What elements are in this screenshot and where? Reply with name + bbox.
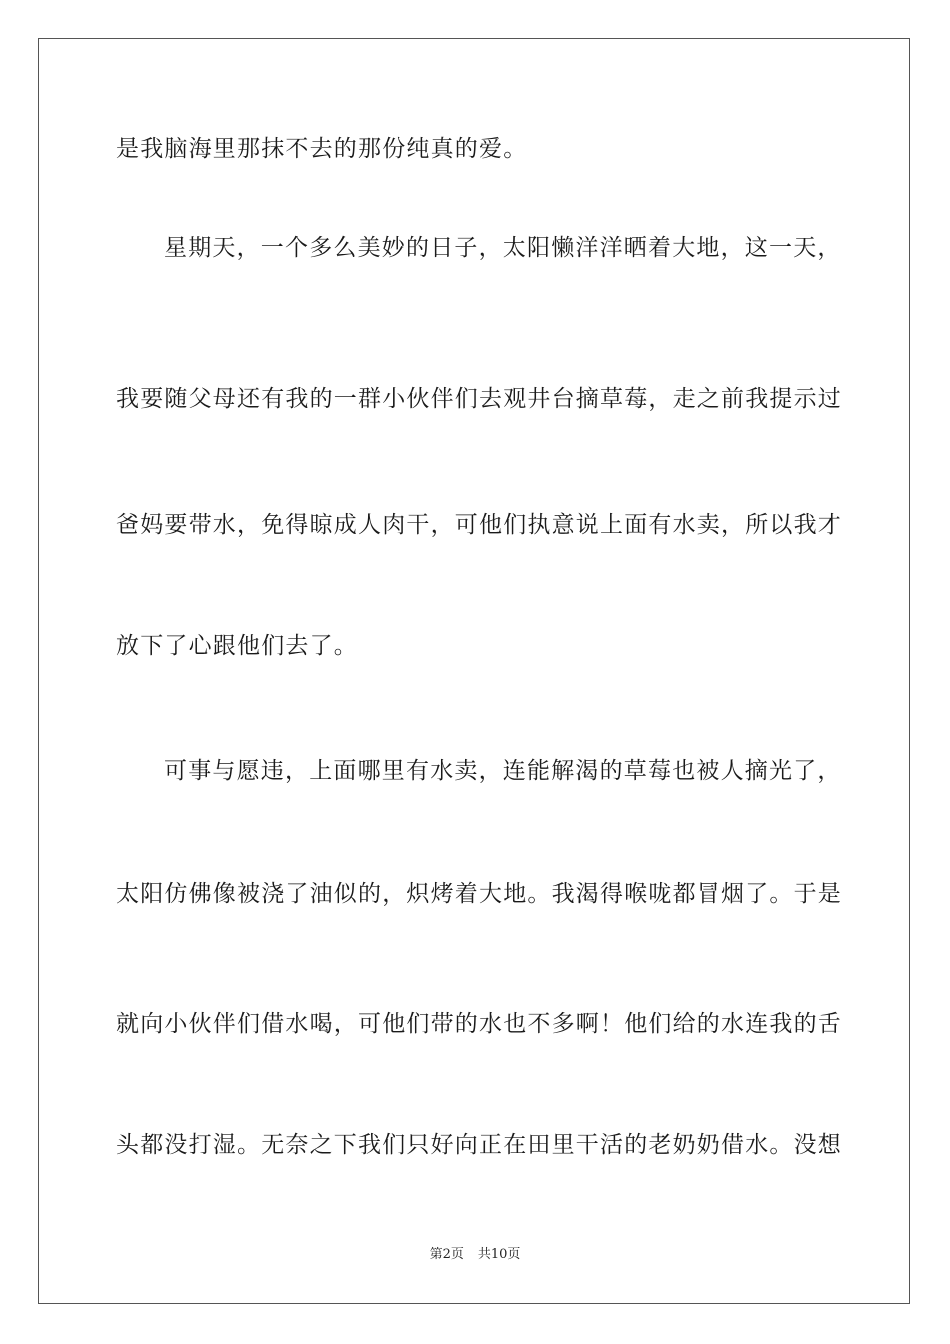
page-number: 第2页 bbox=[429, 1247, 464, 1262]
text-line: 太阳仿佛像被浇了油似的，炽烤着大地。我渴得喉咙都冒烟了。于是 bbox=[116, 881, 842, 907]
text-line: 我要随父母还有我的一群小伙伴们去观井台摘草莓，走之前我提示过 bbox=[116, 386, 842, 412]
paragraph-start-line: 星期天，一个多么美妙的日子，太阳懒洋洋晒着大地，这一天， bbox=[164, 235, 842, 261]
text-line: 放下了心跟他们去了。 bbox=[116, 633, 358, 659]
text-line: 是我脑海里那抹不去的那份纯真的爱。 bbox=[116, 136, 528, 162]
text-line: 头都没打湿。无奈之下我们只好向正在田里干活的老奶奶借水。没想 bbox=[116, 1132, 842, 1158]
page-footer bbox=[0, 1246, 950, 1264]
text-line: 就向小伙伴们借水喝，可他们带的水也不多啊！他们给的水连我的舌 bbox=[116, 1011, 842, 1037]
page-total: 共10页 bbox=[477, 1247, 521, 1262]
text-line: 爸妈要带水，免得晾成人肉干，可他们执意说上面有水卖，所以我才 bbox=[116, 512, 842, 538]
page-frame bbox=[38, 38, 910, 1304]
paragraph-start-line: 可事与愿违，上面哪里有水卖，连能解渴的草莓也被人摘光了， bbox=[164, 758, 842, 784]
